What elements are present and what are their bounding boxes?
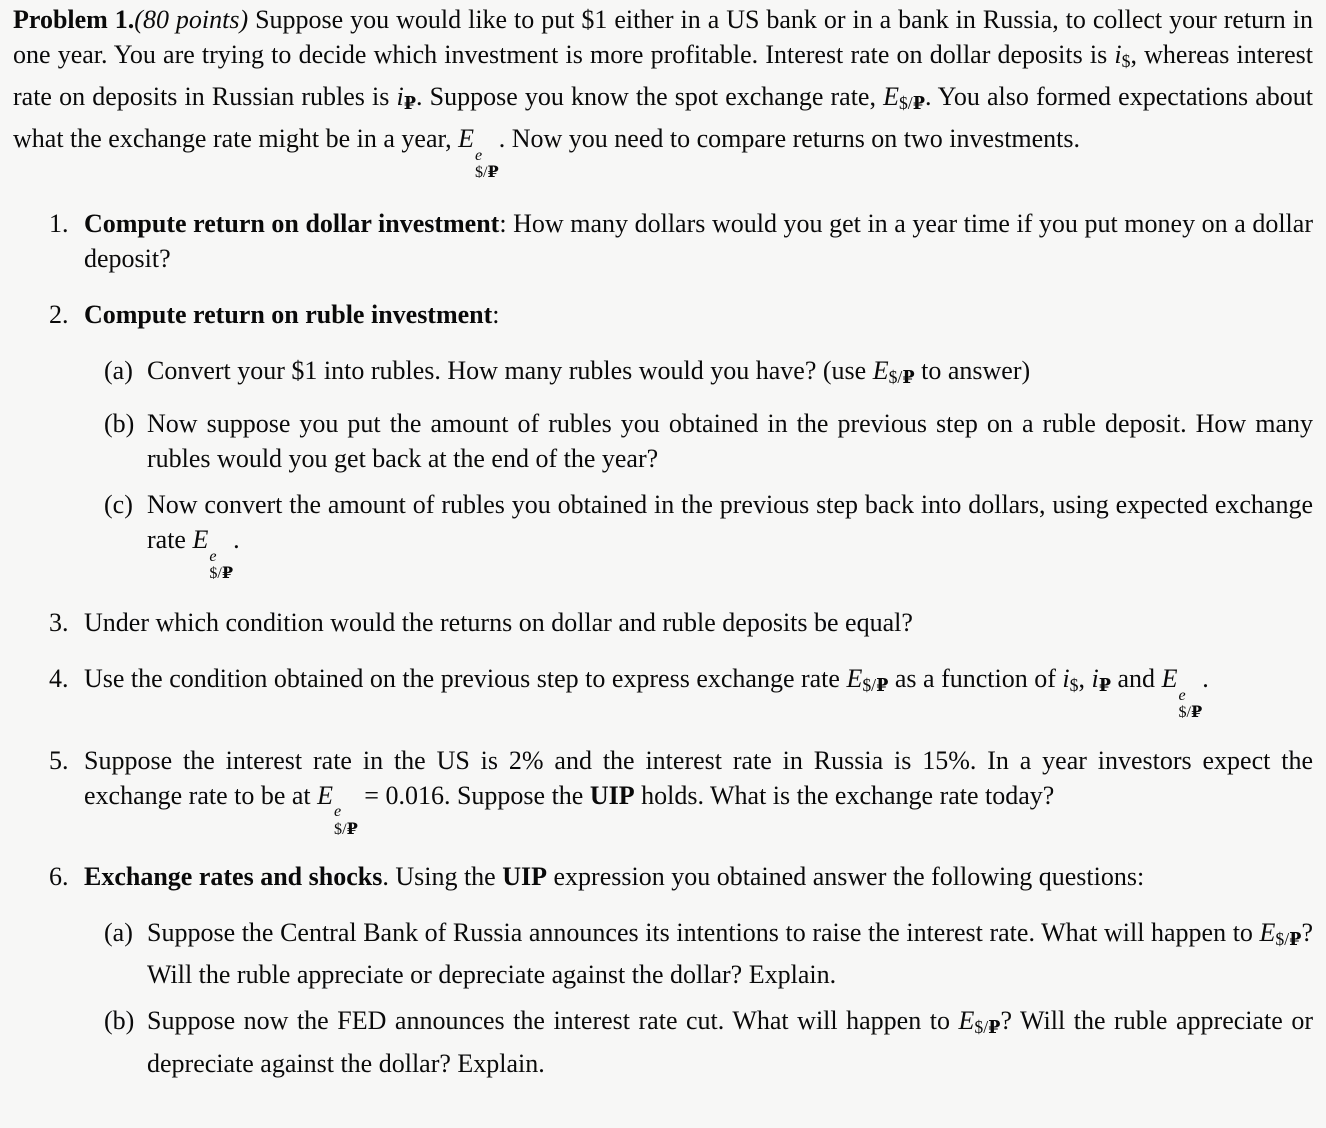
item-number: 4. <box>49 664 69 694</box>
problem-list <box>13 206 1313 1081</box>
subitem-label: (b) <box>104 1006 135 1036</box>
problem-subitem-a <box>13 915 1313 992</box>
problem-subitem-a <box>13 353 1313 395</box>
problem-item-6 <box>13 859 1313 894</box>
item-text: Use the condition obtained on the previous step to express exchange rate E$/₽ as a function of i$, i₽ and E e $/₽ . <box>84 664 1209 722</box>
problem-item-3 <box>13 605 1313 640</box>
item-text: Now convert the amount of rubles you obtained in the previous step back into dollars, using expected exchange rate E e $/₽ . <box>147 490 1313 583</box>
item-text: Convert your $1 into rubles. How many rubles would you have? (use E$/₽ to answer) <box>147 355 1031 388</box>
math-sup-sub: e $/₽ <box>475 147 499 182</box>
math-sup-sub: e $/₽ <box>334 803 358 838</box>
subitem-label: (a) <box>104 918 133 948</box>
subitem-label: (b) <box>104 409 135 439</box>
item-text: Compute return on dollar investment: How many dollars would you get in a year time if you put money on a dollar deposit? <box>84 208 1313 273</box>
problem-statement: Problem 1.(80 points) Suppose you would like to put $1 either in a US bank or in a bank in Russia, to collect your return in one year. You are trying to decide which investment is more profitable. Interest rate on dollar deposits is i$, whereas interest rate on deposits in Russian rubles is i₽. Suppose you know the spot exchange rate, E$/₽. You also formed expectations about what the exchange rate might be in a year, E e $/₽ . Now you need to compare returns on two investments. <box>13 5 1314 182</box>
math-sup-sub: e $/₽ <box>1178 687 1203 722</box>
item-text: Suppose now the FED announces the interest rate cut. What will happen to E$/₽? Will the ruble appreciate or depreciate against the dollar? Explain. <box>147 1006 1313 1078</box>
problem-item-2 <box>13 297 1313 332</box>
item-text: Exchange rates and shocks. Using the UIP expression you obtained answer the following questions: <box>84 862 1145 892</box>
subitem-label: (a) <box>104 355 133 385</box>
item-text: Suppose the interest rate in the US is 2% and the interest rate in Russia is 15%. In a year investors expect the exchange rate to be at E e $/₽ = 0.016. Suppose the UIP holds. What is the exchange rate today? <box>84 745 1313 838</box>
item-text: Now suppose you put the amount of rubles you obtained in the previous step on a ruble deposit. How many rubles would you get back at the end of the year? <box>147 409 1313 474</box>
item-number: 5. <box>49 745 69 775</box>
item-number: 6. <box>49 862 69 892</box>
problem-subitem-c <box>13 487 1313 582</box>
problem-item-1 <box>13 206 1313 276</box>
item-text: Suppose the Central Bank of Russia announces its intentions to raise the interest rate. What will happen to E$/₽? Will the ruble appreciate or depreciate against the dollar? Explain. <box>147 918 1313 990</box>
item-text: Compute return on ruble investment: <box>84 299 500 329</box>
problem-subitem-b <box>13 406 1313 476</box>
item-number: 2. <box>49 299 69 329</box>
item-number: 1. <box>49 208 69 238</box>
problem-item-5 <box>13 743 1313 838</box>
item-number: 3. <box>49 608 69 638</box>
item-text: Under which condition would the returns on dollar and ruble deposits be equal? <box>84 608 913 638</box>
math-sup-sub: e $/₽ <box>209 547 234 583</box>
subitem-label: (c) <box>104 490 133 520</box>
problem-item-4 <box>13 661 1313 721</box>
problem-subitem-b <box>13 1003 1313 1080</box>
